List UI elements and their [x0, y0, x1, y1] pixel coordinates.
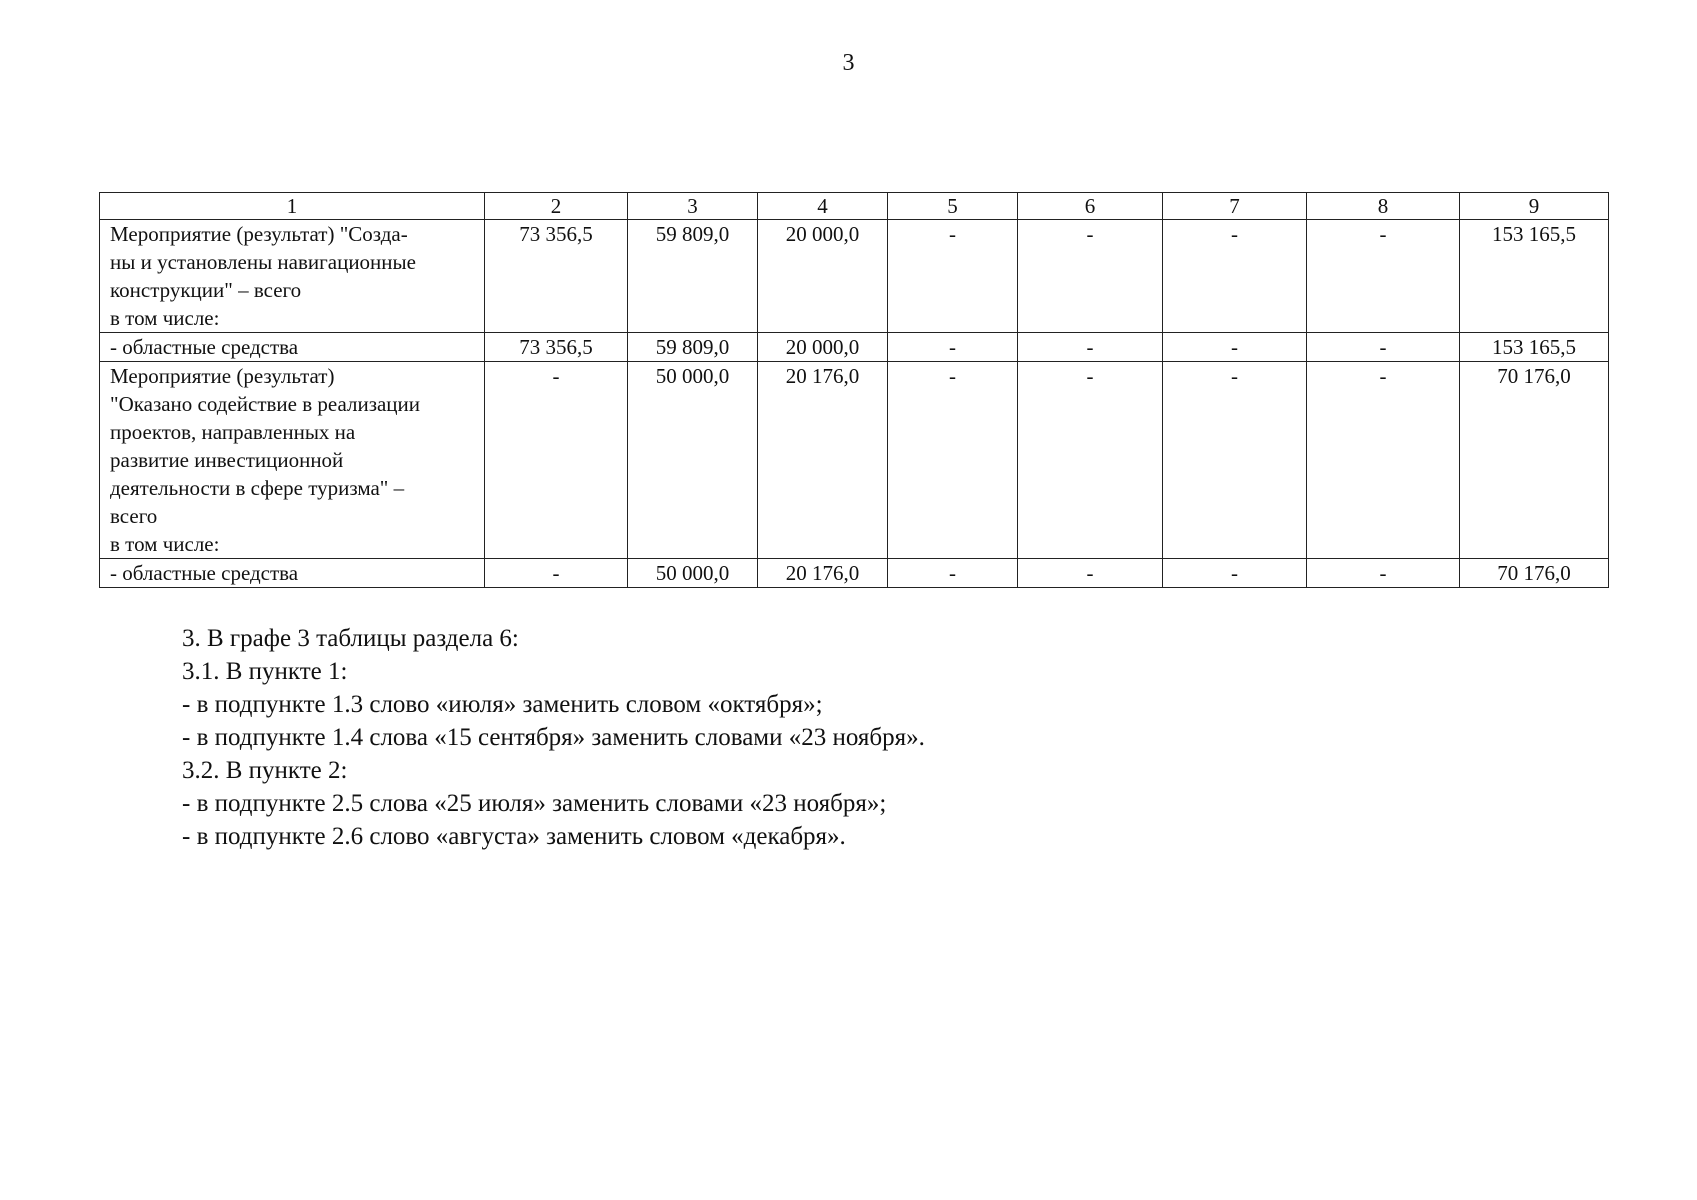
- page-number-text: 3: [842, 50, 855, 76]
- column-number-3: 3: [628, 193, 758, 220]
- value-cell: 59 809,0: [628, 220, 758, 333]
- table-row: [100, 362, 1609, 559]
- value-cell: -: [888, 333, 1018, 362]
- value-cell: 20 000,0: [758, 333, 888, 362]
- row-description: [100, 362, 485, 559]
- row-description: [100, 220, 485, 333]
- paragraph: - в подпункте 1.4 слова «15 сентября» заменить словами «23 ноября».: [182, 724, 925, 751]
- page-number: [0, 50, 1697, 77]
- table-header-row: [100, 193, 1609, 220]
- value-cell: -: [1307, 559, 1460, 588]
- value-cell: 50 000,0: [628, 559, 758, 588]
- value-cell: -: [1163, 220, 1307, 333]
- value-cell: -: [485, 559, 628, 588]
- value-cell: -: [1163, 559, 1307, 588]
- description-line: Мероприятие (результат): [110, 364, 335, 388]
- description-line: - областные средства: [110, 561, 299, 585]
- paragraph: - в подпункте 2.5 слова «25 июля» заменить словами «23 ноября»;: [182, 790, 887, 817]
- paragraph: 3.1. В пункте 1:: [182, 658, 348, 685]
- total-cell: 70 176,0: [1460, 559, 1609, 588]
- total-cell: 153 165,5: [1460, 220, 1609, 333]
- value-cell: -: [1163, 333, 1307, 362]
- value-cell: -: [1307, 362, 1460, 559]
- paragraph: - в подпункте 1.3 слово «июля» заменить словом «октября»;: [182, 691, 823, 718]
- description-line: проектов, направленных на: [110, 420, 356, 444]
- amendment-text: [182, 622, 925, 853]
- description-line: в том числе:: [110, 532, 220, 556]
- paragraph: 3.2. В пункте 2:: [182, 757, 348, 784]
- total-cell: 70 176,0: [1460, 362, 1609, 559]
- description-line: в том числе:: [110, 306, 220, 330]
- table-row: [100, 333, 1609, 362]
- column-number-7: 7: [1163, 193, 1307, 220]
- funding-table: [99, 192, 1609, 588]
- description-line: деятельности в сфере туризма" –: [110, 476, 405, 500]
- value-cell: 50 000,0: [628, 362, 758, 559]
- value-cell: -: [1018, 559, 1163, 588]
- paragraph: - в подпункте 2.6 слово «августа» заменить словом «декабря».: [182, 823, 846, 850]
- table-body: [100, 193, 1609, 588]
- column-number-9: 9: [1460, 193, 1609, 220]
- description-line: "Оказано содействие в реализации: [110, 392, 421, 416]
- value-cell: -: [1307, 333, 1460, 362]
- value-cell: -: [1163, 362, 1307, 559]
- table-row: [100, 559, 1609, 588]
- column-number-6: 6: [1018, 193, 1163, 220]
- value-cell: 20 176,0: [758, 559, 888, 588]
- description-line: конструкции" – всего: [110, 278, 302, 302]
- value-cell: 73 356,5: [485, 220, 628, 333]
- row-description: [100, 559, 485, 588]
- value-cell: 59 809,0: [628, 333, 758, 362]
- value-cell: -: [1307, 220, 1460, 333]
- description-line: Мероприятие (результат) "Созда-: [110, 222, 408, 246]
- row-description: [100, 333, 485, 362]
- paragraph: 3. В графе 3 таблицы раздела 6:: [182, 625, 519, 652]
- description-line: всего: [110, 504, 158, 528]
- column-number-5: 5: [888, 193, 1018, 220]
- description-line: развитие инвестиционной: [110, 448, 344, 472]
- value-cell: 20 176,0: [758, 362, 888, 559]
- value-cell: -: [1018, 220, 1163, 333]
- value-cell: -: [1018, 333, 1163, 362]
- value-cell: -: [888, 362, 1018, 559]
- value-cell: -: [888, 559, 1018, 588]
- value-cell: -: [485, 362, 628, 559]
- table-row: [100, 220, 1609, 333]
- description-line: ны и установлены навигационные: [110, 250, 416, 274]
- value-cell: -: [1018, 362, 1163, 559]
- total-cell: 153 165,5: [1460, 333, 1609, 362]
- column-number-2: 2: [485, 193, 628, 220]
- description-line: - областные средства: [110, 335, 299, 359]
- column-number-1: 1: [100, 193, 485, 220]
- value-cell: -: [888, 220, 1018, 333]
- column-number-4: 4: [758, 193, 888, 220]
- value-cell: 20 000,0: [758, 220, 888, 333]
- value-cell: 73 356,5: [485, 333, 628, 362]
- column-number-8: 8: [1307, 193, 1460, 220]
